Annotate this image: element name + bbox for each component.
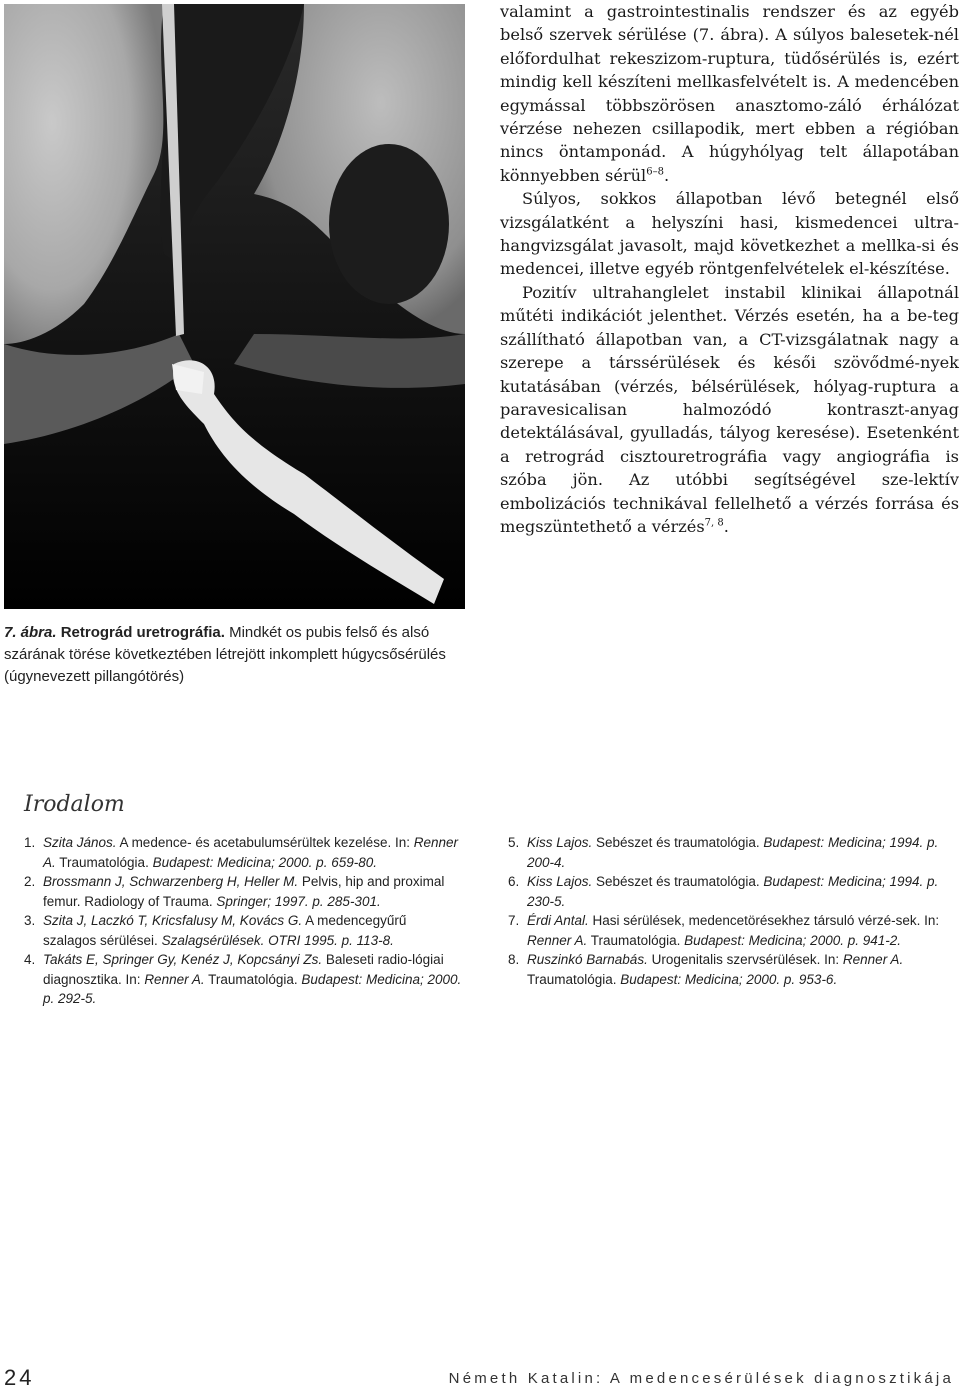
reference-editor: Renner A.: [43, 835, 458, 870]
reference-title: Pelvis, hip and proximal femur. Radiology of Trauma.: [43, 874, 445, 909]
reference-number: 2.: [24, 874, 36, 889]
reference-authors: Brossmann J, Schwarzenberg H, Heller M.: [43, 874, 299, 889]
reference-item: [508, 950, 960, 989]
reference-number: 1.: [24, 835, 36, 850]
body-paragraph-1: valamint a gastrointestinalis rendszer és az egyéb belső szervek sérülése (7. ábra). A súlyos balesetek-nél előfordulhat rekeszizom-ruptura, tüdősérülés is, ezért mindig kell készíteni mellkasfelvételt is. A medencében egymással többszörösen anasztomo-záló érhálózat vérzése nehezen csillapodik, mert ebben a régióban nincs öntamponád. A húgyhólyag telt állapotában könnyebben sérül$^{6-8}$.: [500, 2, 959, 185]
reference-authors: Szita J, Laczkó T, Kricsfalusy M, Kovács G.: [43, 913, 303, 928]
reference-number: 4.: [24, 952, 36, 967]
reference-publisher: Szalagsérülések. OTRI 1995. p. 113-8.: [161, 932, 394, 948]
reference-editor: Renner A.: [144, 971, 205, 987]
reference-item: [24, 950, 462, 1009]
reference-title: Sebészet és traumatológia.: [592, 874, 764, 889]
reference-number: 6.: [508, 874, 520, 889]
reference-authors: Érdi Antal.: [527, 913, 589, 928]
reference-publisher: Budapest: Medicina; 2000. p. 941-2.: [684, 932, 902, 948]
reference-number: 7.: [508, 913, 520, 928]
running-title: Németh Katalin: A medencesérülések diagnosztikája: [448, 1370, 954, 1387]
reference-title: A medencegyűrű szalagos sérülései.: [43, 913, 407, 948]
reference-publisher: Budapest: Medicina; 1994. p. 230-5.: [527, 874, 939, 909]
references-list-left: [24, 833, 462, 1009]
reference-item: [508, 911, 960, 950]
reference-publisher: Budapest: Medicina; 1994. p. 200-4.: [527, 835, 939, 870]
references-list-right: [508, 833, 960, 989]
reference-book: Traumatológia.: [204, 971, 302, 987]
reference-item: [24, 911, 462, 950]
reference-book: Traumatológia.: [527, 971, 621, 987]
reference-title: Baleseti radio-lógiai diagnosztika. In:: [43, 952, 444, 987]
citation-superscript: 6–8: [646, 166, 664, 178]
xray-figure: [4, 4, 465, 609]
caption-label: 7. ábra. Retrográd uretrográfia.: [4, 624, 225, 641]
body-text-column: [500, 0, 959, 538]
page-number: 24: [4, 1365, 35, 1390]
reference-title: Sebészet és traumatológia.: [592, 835, 764, 850]
reference-number: 8.: [508, 952, 520, 967]
body-paragraph-2: Súlyos, sokkos állapotban lévő betegnél első vizsgálatként a helyszíni hasi, kismedencei ultra-hangvizsgálat javasolt, majd következhet a mellka-si és medencei, illetve egyéb röntgenfelvételek el-készítése.: [500, 189, 959, 279]
caption-text: Mindkét os pubis felső és alsó szárának törése következtében létrejött inkomplett húgycsősérülés (úgynevezett pillangótörés): [4, 624, 446, 685]
xray-image: [4, 4, 465, 609]
reference-title: Urogenitalis szervsérülések. In:: [647, 952, 843, 967]
reference-authors: Szita János.: [43, 835, 117, 850]
reference-authors: Takáts E, Springer Gy, Kenéz J, Kopcsányi Zs.: [43, 952, 323, 967]
reference-item: [508, 872, 960, 911]
reference-book: Traumatológia.: [587, 932, 685, 948]
reference-publisher: Budapest: Medicina; 2000. p. 292-5.: [43, 971, 462, 1006]
references-heading: Irodalom: [24, 792, 125, 817]
reference-title: Hasi sérülések, medencetörésekhez társuló vérzé-sek. In:: [588, 913, 940, 928]
reference-editor: Renner A.: [527, 932, 588, 948]
reference-number: 3.: [24, 913, 36, 928]
reference-publisher: Springer; 1997. p. 285-301.: [216, 893, 381, 909]
reference-item: [508, 833, 960, 872]
figure-caption: [4, 622, 469, 688]
reference-authors: Kiss Lajos.: [527, 874, 593, 889]
reference-authors: Kiss Lajos.: [527, 835, 593, 850]
reference-number: 5.: [508, 835, 520, 850]
reference-publisher: Budapest: Medicina; 2000. p. 953-6.: [620, 971, 838, 987]
reference-editor: Renner A.: [842, 952, 904, 967]
reference-book: Traumatológia.: [55, 854, 153, 870]
citation-superscript: 7, 8: [704, 517, 724, 529]
reference-authors: Ruszinkó Barnabás.: [527, 952, 648, 967]
reference-item: [24, 833, 462, 872]
reference-publisher: Budapest: Medicina; 2000. p. 659-80.: [152, 854, 377, 870]
body-paragraph-3: Pozitív ultrahanglelet instabil klinikai állapotnál műtéti indikációt jelenthet. Vérzés esetén, ha a be-teg szállítható állapotban van, a CT-vizsgálatnak nagy a szerepe a társsérülések és késői szövődmé-nyek kutatásában (vérzés, bélsérülések, hólyag-ruptura a paravesicalisan halmozódó kontraszt-anyag detektálásával, gyulladás, tályog keresése). Esetenként a retrográd cisztouretrográfia vagy angiográfia is szóba jön. Az utóbbi segítségével sze-lektív embolizációs technikával fellelhető a vérzés forrása és megszüntethető a vérzés$^{7, 8}$.: [500, 282, 959, 536]
reference-title: A medence- és acetabulumsérültek kezelése. In:: [116, 835, 414, 850]
reference-item: [24, 872, 462, 911]
